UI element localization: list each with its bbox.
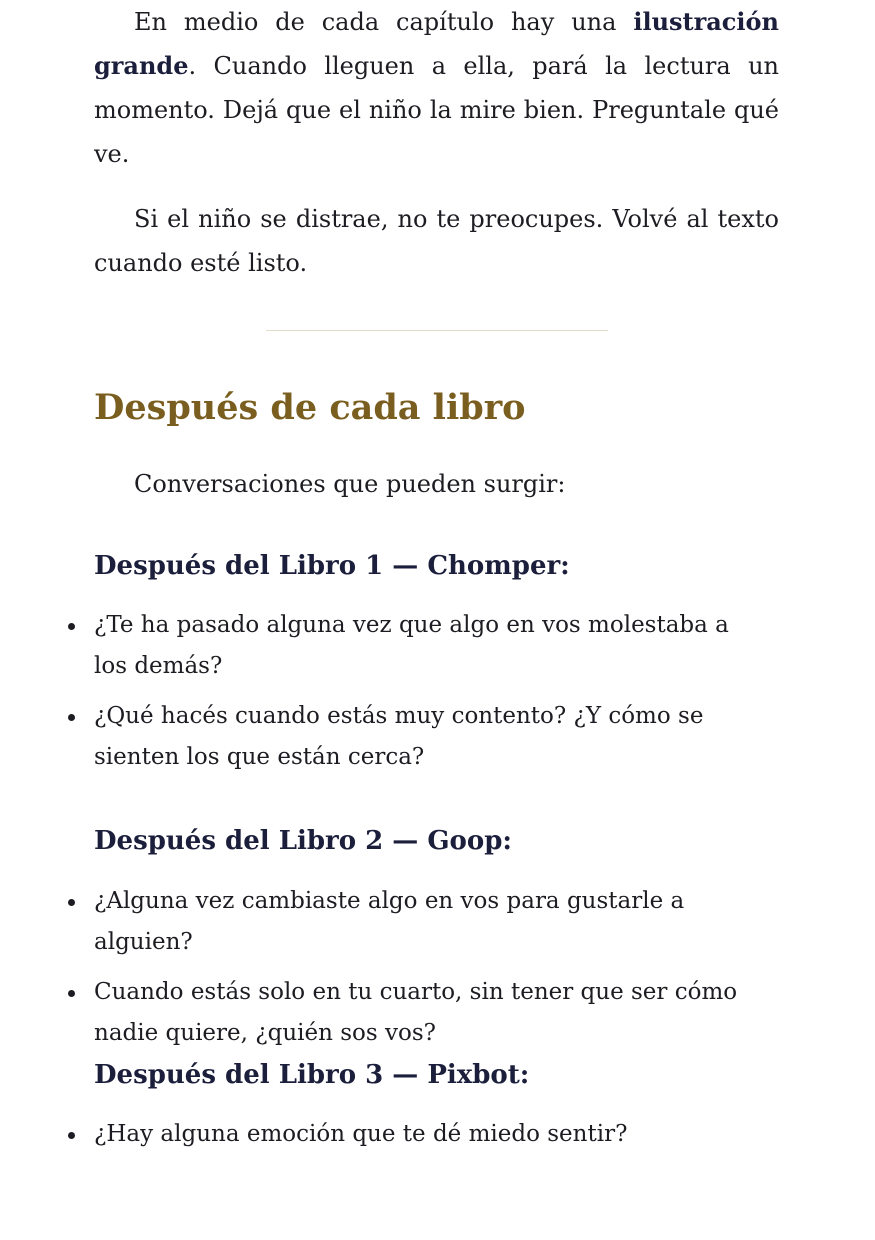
paragraph-illustration: [94, 0, 779, 176]
section-divider: [266, 330, 608, 331]
paragraph-illustration-rest: . Cuando lleguen a ella, pará la lectura un momento. Dejá que el niño la mire bien. Preguntale qué ve.: [94, 52, 779, 168]
list-item: ¿Te ha pasado alguna vez que algo en vos molestaba a los demás?: [94, 605, 779, 687]
list-item: ¿Hay alguna emoción que te dé miedo sentir?: [94, 1114, 779, 1155]
book-2-heading: Después del Libro 2 — Goop:: [94, 826, 512, 856]
list-item: ¿Alguna vez cambiaste algo en vos para gustarle a alguien?: [94, 881, 779, 963]
list-item: ¿Qué hacés cuando estás muy contento? ¿Y cómo se sienten los que están cerca?: [94, 696, 779, 778]
bold-illustration-term: ilustración grande: [94, 7, 779, 80]
book-1-heading: Después del Libro 1 — Chomper:: [94, 551, 570, 581]
section-intro: Conversaciones que pueden surgir:: [134, 470, 566, 498]
paragraph-illustration-lead: En medio de cada capítulo hay una: [134, 8, 634, 36]
paragraph-distraction: Si el niño se distrae, no te preocupes. Volvé al texto cuando esté listo.: [94, 205, 779, 277]
book-1-questions: [94, 605, 779, 787]
section-title: Después de cada libro: [94, 387, 526, 428]
book-3-heading: Después del Libro 3 — Pixbot:: [94, 1060, 530, 1090]
book-3-questions: [94, 1114, 779, 1164]
list-item: Cuando estás solo en tu cuarto, sin tener que ser cómo nadie quiere, ¿quién sos vos?: [94, 972, 779, 1054]
book-2-questions: [94, 881, 779, 1063]
